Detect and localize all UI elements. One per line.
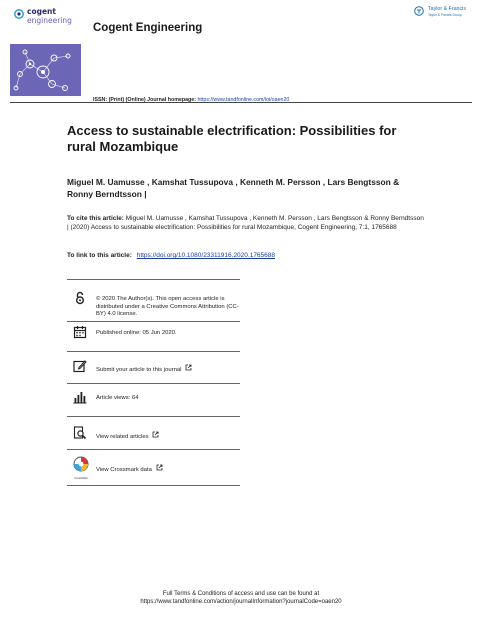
publisher-logo [412, 4, 482, 24]
submit-edit-icon [73, 359, 87, 373]
license-text: © 2020 The Author(s). This open access article is distributed under a Creative Commons Attribution (CC-BY) 4.0 license. [96, 296, 239, 317]
logo-text-top: cogent [27, 7, 56, 16]
footer-line1: Full Terms & Conditions of access and use can be found at [162, 591, 320, 597]
divider [67, 383, 240, 384]
divider [67, 279, 240, 280]
calendar-icon [73, 325, 87, 339]
divider [67, 321, 240, 322]
link-label: To link to this article: [67, 252, 132, 259]
publisher-name: Taylor & Francis [428, 6, 466, 12]
crossmark-icon [72, 456, 90, 478]
publisher-group: Taylor & Francis Group [428, 13, 462, 17]
published-date: Published online: 05 Jun 2020. [96, 330, 177, 336]
citation-block [67, 215, 427, 232]
external-link-icon [152, 431, 159, 438]
journal-cover-image [10, 44, 81, 96]
bar-chart-icon [73, 390, 87, 404]
footer-terms-link[interactable]: https://www.tandfonline.com/action/journalInformation?journalCode=oaen20 [140, 599, 342, 605]
external-link-icon [156, 464, 163, 471]
divider [67, 449, 240, 450]
crossmark-label: CrossMark [74, 476, 88, 480]
divider [67, 351, 240, 352]
related-search-icon [73, 426, 87, 440]
article-views: Article views: 64 [96, 395, 139, 401]
crossmark-link[interactable] [96, 464, 163, 475]
journal-name: Cogent Engineering [93, 22, 203, 34]
logo-text-bottom: engineering [27, 16, 72, 25]
article-authors: Miguel M. Uamusse , Kamshat Tussupova , Kenneth M. Persson , Lars Bengtsson & Ronny Berndtsson | [67, 177, 400, 199]
divider [67, 416, 240, 417]
external-link-icon [185, 364, 192, 371]
crossmark-data-label: View Crossmark data [96, 467, 152, 473]
issn-prefix: ISSN: (Print) (Online) Journal homepage: [93, 97, 196, 103]
divider [67, 485, 240, 486]
doi-link[interactable]: https://doi.org/10.1080/23311916.2020.1765688 [136, 252, 276, 259]
footer [0, 590, 482, 606]
article-link-line [67, 252, 275, 259]
header-divider [10, 102, 472, 103]
article-title: Access to sustainable electrification: Possibilities for rural Mozambique [67, 123, 397, 154]
submit-article-link[interactable] [96, 364, 192, 375]
journal-homepage-link[interactable]: https://www.tandfonline.com/loi/oaen20 [197, 97, 290, 103]
open-access-icon [73, 291, 87, 305]
cite-text: Miguel M. Uamusse , Kamshat Tussupova , Kenneth M. Persson , Lars Bengtsson & Ronny Berndtsson | (2020) Access to sustainable electrification: Possibilities for rural Mozambique, Cogent Engineering, 7:1, 1765688 [67, 215, 424, 231]
related-articles-label: View related articles [96, 434, 149, 440]
taylor-francis-icon [414, 6, 424, 16]
cogent-logo-icon [14, 9, 24, 19]
cite-label: To cite this article: [67, 215, 124, 222]
related-articles-link[interactable] [96, 431, 159, 442]
submit-article-label: Submit your article to this journal [96, 367, 182, 373]
